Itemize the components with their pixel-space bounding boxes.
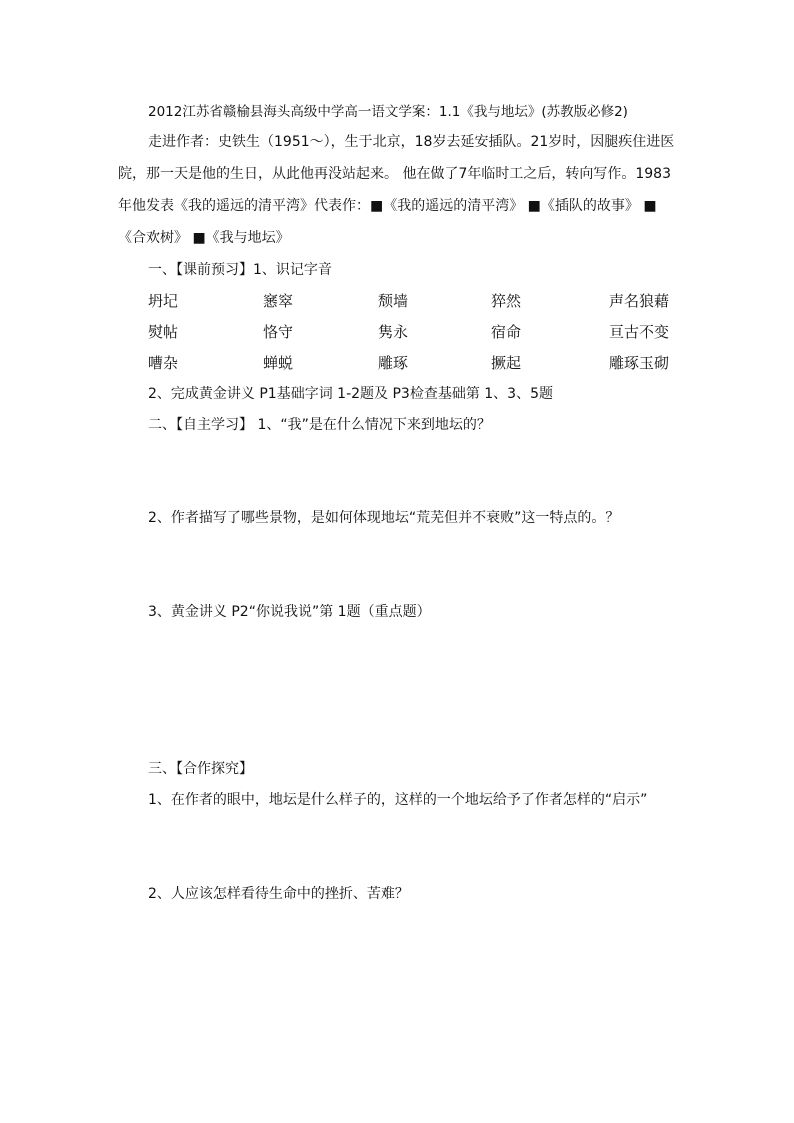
section1-task2: 2、完成黄金讲义 P1基础字词 1-2题及 P3检查基础第 1、3、5题 <box>148 386 553 402</box>
vocab-word: 声名狼藉 <box>609 292 670 310</box>
vocab-word: 亘古不变 <box>609 323 670 341</box>
section2-question-2: 2、作者描写了哪些景物，是如何体现地坛“荒芜但并不衰败”这一特点的。？ <box>148 510 620 526</box>
vocab-word: 熨帖 <box>148 323 179 341</box>
vocab-word: 宿命 <box>491 323 522 341</box>
vocab-word: 坍圮 <box>148 292 179 310</box>
vocab-word: 猝然 <box>491 292 522 310</box>
vocab-word: 撅起 <box>491 354 522 372</box>
vocab-word: 雕琢 <box>378 354 409 372</box>
section2-heading: 二、【自主学习】 1、“我”是在什么情况下来到地坛的？ <box>148 417 491 433</box>
vocab-row <box>148 290 708 312</box>
vocab-word: 嘈杂 <box>148 354 179 372</box>
vocab-word: 恪守 <box>263 323 294 341</box>
section3-question-1: 1、在作者的眼中，地坛是什么样子的，这样的一个地坛给予了作者怎样的“启示” <box>148 792 648 808</box>
section3-heading: 三、【合作探究】 <box>148 761 253 777</box>
vocab-word: 窸窣 <box>263 292 294 310</box>
author-intro-line-3: 年他发表《我的遥远的清平湾》代表作：■《我的遥远的清平湾》 ■《插队的故事》 ■ <box>118 198 657 214</box>
vocab-word: 颓墙 <box>378 292 409 310</box>
author-intro-line-4: 《合欢树》 ■《我与地坛》 <box>118 230 290 246</box>
vocab-word: 蝉蜕 <box>263 354 294 372</box>
vocab-word: 隽永 <box>378 323 409 341</box>
vocab-row <box>148 321 708 343</box>
vocab-row <box>148 352 708 374</box>
section1-heading: 一、【课前预习】1、识记字音 <box>148 262 332 278</box>
document-title: 2012江苏省赣榆县海头高级中学高一语文学案：1.1《我与地坛》(苏教版必修2) <box>148 104 628 120</box>
author-intro-line-1: 走进作者：史铁生（1951～），生于北京，18岁去延安插队。21岁时，因腿疾住进医 <box>148 134 675 150</box>
author-intro-line-2: 院，那一天是他的生日，从此他再没站起来。 他在做了7年临时工之后，转向写作。1983 <box>118 166 671 182</box>
section3-question-2: 2、人应该怎样看待生命中的挫折、苦难？ <box>148 886 409 902</box>
vocab-word: 雕琢玉砌 <box>609 354 670 372</box>
section2-question-3: 3、黄金讲义 P2“你说我说”第 1题（重点题） <box>148 604 431 620</box>
